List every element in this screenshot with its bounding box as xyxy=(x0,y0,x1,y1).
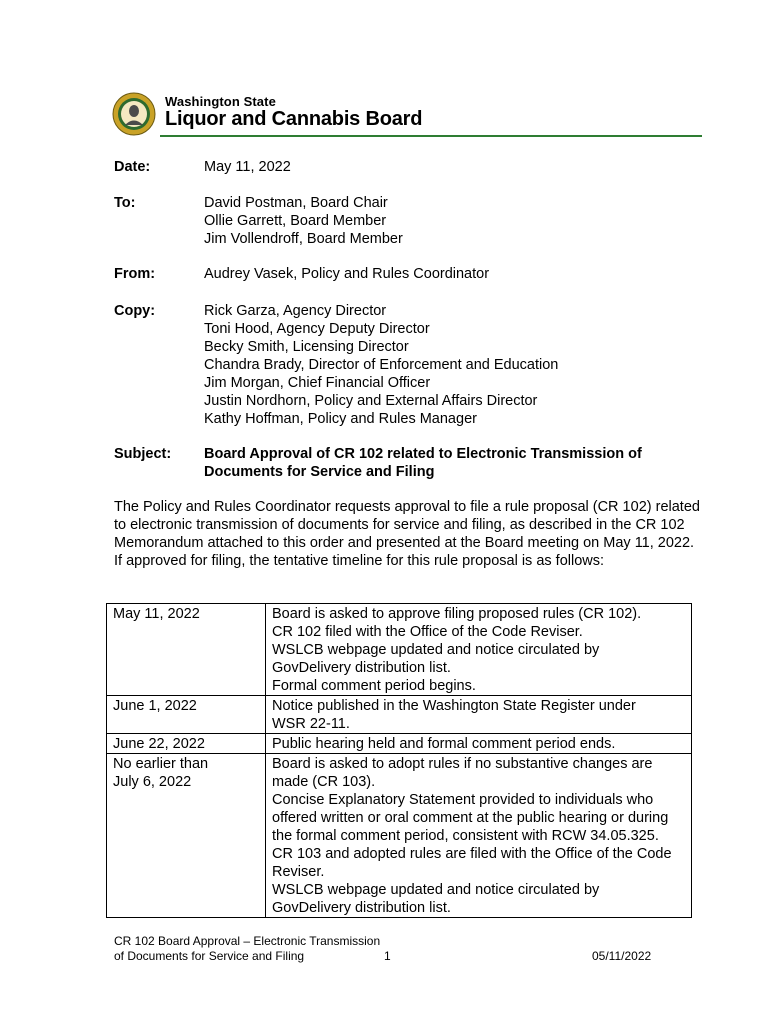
date-label: Date: xyxy=(114,159,151,175)
subject-value xyxy=(204,445,704,481)
timeline-date: July 6, 2022 xyxy=(113,774,192,790)
timeline-event-line: Formal comment period begins. xyxy=(272,678,476,694)
footer-title-line1: CR 102 Board Approval – Electronic Transmission xyxy=(114,934,381,948)
timeline-date: June 22, 2022 xyxy=(113,736,205,752)
timeline-event-line: Concise Explanatory Statement provided to individuals who xyxy=(272,792,654,808)
timeline-event-line: made (CR 103). xyxy=(272,774,376,790)
copy-recipient: Toni Hood, Agency Deputy Director xyxy=(204,321,430,337)
timeline-event-cell xyxy=(266,754,692,918)
timeline-event-line: WSR 22-11. xyxy=(272,716,350,732)
copy-recipient: Justin Nordhorn, Policy and External Affairs Director xyxy=(204,393,538,409)
to-recipients xyxy=(204,194,704,248)
timeline-event-line: CR 103 and adopted rules are filed with the Office of the Code xyxy=(272,846,672,862)
timeline-date-cell xyxy=(107,604,266,696)
subject-line: Documents for Service and Filing xyxy=(204,464,435,480)
table-row xyxy=(107,696,692,734)
to-recipient: David Postman, Board Chair xyxy=(204,195,388,211)
timeline-event-line: Reviser. xyxy=(272,864,325,880)
footer-date: 05/11/2022 xyxy=(592,949,652,963)
to-recipient: Ollie Garrett, Board Member xyxy=(204,213,387,229)
letterhead xyxy=(112,92,702,138)
state-seal-logo xyxy=(112,92,156,136)
timeline-event-line: WSLCB webpage updated and notice circulated by xyxy=(272,882,600,898)
timeline-event-line: Notice published in the Washington State Register under xyxy=(272,698,636,714)
subject-line: Board Approval of CR 102 related to Electronic Transmission of xyxy=(204,446,642,462)
timeline-date: No earlier than xyxy=(113,756,209,772)
to-label: To: xyxy=(114,195,136,211)
to-recipient: Jim Vollendroff, Board Member xyxy=(204,231,403,247)
copy-label: Copy: xyxy=(114,303,156,319)
agency-name-line1: Washington State xyxy=(165,94,276,109)
timeline-event-line: GovDelivery distribution list. xyxy=(272,660,451,676)
timeline-date: May 11, 2022 xyxy=(113,606,200,622)
agency-name-line2: Liquor and Cannabis Board xyxy=(165,108,423,130)
timeline-date-cell xyxy=(107,734,266,754)
timeline-event-line: Public hearing held and formal comment period ends. xyxy=(272,736,616,752)
subject-label: Subject: xyxy=(114,446,172,462)
timeline-event-cell xyxy=(266,734,692,754)
header-divider xyxy=(160,135,702,137)
timeline-table xyxy=(106,603,692,918)
from-value: Audrey Vasek, Policy and Rules Coordinator xyxy=(204,266,490,282)
footer-title-line2: of Documents for Service and Filing xyxy=(114,949,305,963)
table-row xyxy=(107,754,692,918)
table-row xyxy=(107,604,692,696)
copy-recipient: Kathy Hoffman, Policy and Rules Manager xyxy=(204,411,477,427)
timeline-event-line: Board is asked to approve filing proposed rules (CR 102). xyxy=(272,606,642,622)
copy-recipients xyxy=(204,302,704,428)
timeline-date-cell xyxy=(107,696,266,734)
timeline-date-cell xyxy=(107,754,266,918)
date-value: May 11, 2022 xyxy=(204,159,291,175)
copy-recipient: Chandra Brady, Director of Enforcement and Education xyxy=(204,357,559,373)
timeline-event-line: WSLCB webpage updated and notice circulated by xyxy=(272,642,600,658)
timeline-event-line: offered written or oral comment at the public hearing or during xyxy=(272,810,669,826)
copy-recipient: Jim Morgan, Chief Financial Officer xyxy=(204,375,431,391)
timeline-event-line: GovDelivery distribution list. xyxy=(272,900,451,916)
timeline-event-cell xyxy=(266,604,692,696)
copy-recipient: Rick Garza, Agency Director xyxy=(204,303,387,319)
body-paragraph: The Policy and Rules Coordinator requests approval to file a rule proposal (CR 102) related to electronic transmission of documents for service and filing, as described in the CR 102 Memorandum attached to this order and presented at the Board meeting on May 11, 2022. If approved for filing, the tentative timeline for this rule proposal is as follows: xyxy=(114,499,700,569)
timeline-date: June 1, 2022 xyxy=(113,698,197,714)
timeline-event-cell xyxy=(266,696,692,734)
from-label: From: xyxy=(114,266,156,282)
footer-page-number: 1 xyxy=(384,949,391,963)
timeline-event-line: Board is asked to adopt rules if no substantive changes are xyxy=(272,756,653,772)
table-row xyxy=(107,734,692,754)
copy-recipient: Becky Smith, Licensing Director xyxy=(204,339,409,355)
timeline-event-line: the formal comment period, consistent with RCW 34.05.325. xyxy=(272,828,659,844)
timeline-event-line: CR 102 filed with the Office of the Code Reviser. xyxy=(272,624,583,640)
